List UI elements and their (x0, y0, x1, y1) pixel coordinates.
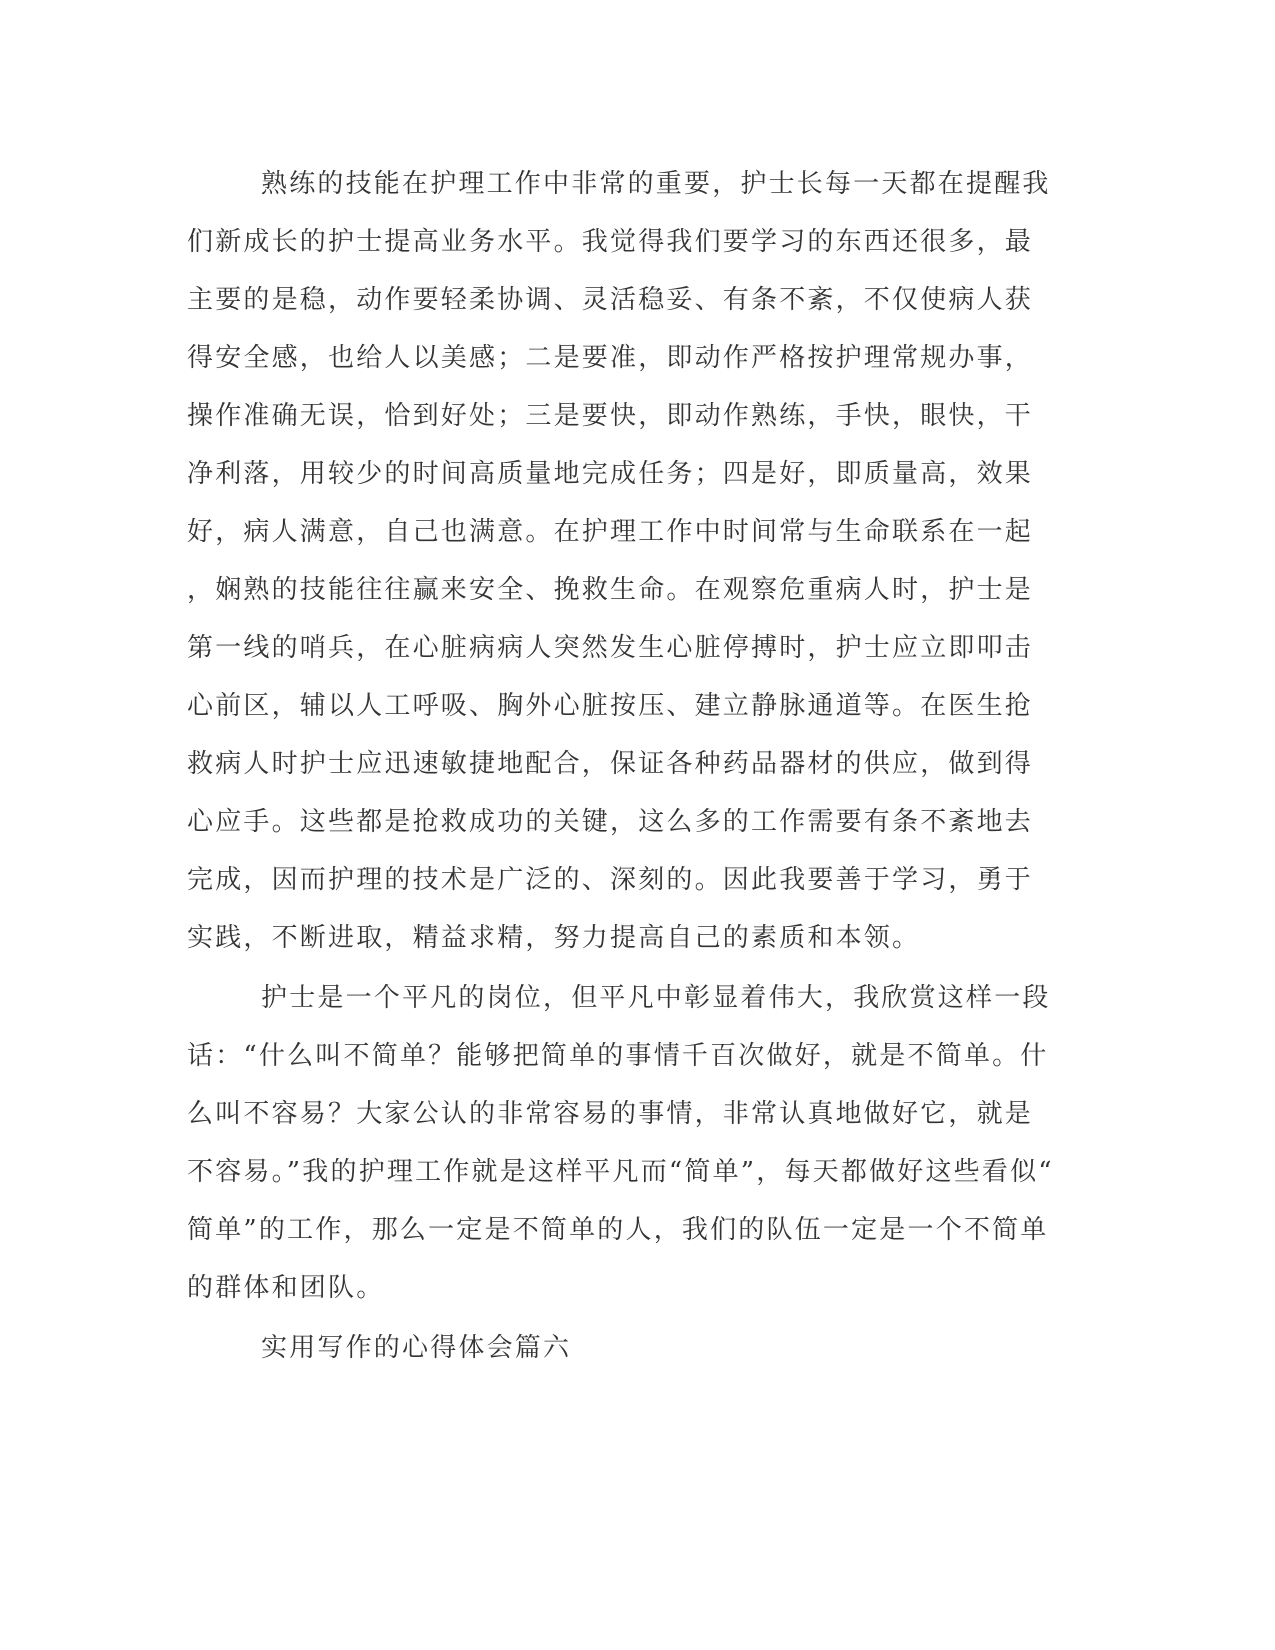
paragraph-1-line-11: 救病人时护士应迅速敏捷地配合，保证各种药品器材的供应，做到得 (187, 749, 1034, 779)
paragraph-2-line-3: 么叫不容易？大家公认的非常容易的事情，非常认真地做好它，就是 (187, 1099, 1034, 1129)
paragraph-1-line-1: 熟练的技能在护理工作中非常的重要，护士长每一天都在提醒我 (261, 169, 1051, 199)
paragraph-1-line-10: 心前区，辅以人工呼吸、胸外心脏按压、建立静脉通道等。在医生抢 (187, 691, 1034, 721)
paragraph-1-line-2: 们新成长的护士提高业务水平。我觉得我们要学习的东西还很多，最 (187, 227, 1034, 257)
paragraph-2-line-2: 话：“什么叫不简单？能够把简单的事情千百次做好，就是不简单。什 (187, 1041, 1049, 1071)
paragraph-1-line-5: 操作准确无误，恰到好处；三是要快，即动作熟练，手快，眼快，干 (187, 401, 1034, 431)
paragraph-1-line-9: 第一线的哨兵，在心脏病病人突然发生心脏停搏时，护士应立即叩击 (187, 633, 1034, 663)
paragraph-1-line-4: 得安全感，也给人以美感；二是要准，即动作严格按护理常规办事， (187, 343, 1034, 373)
paragraph-1-line-12: 心应手。这些都是抢救成功的关键，这么多的工作需要有条不紊地去 (187, 807, 1034, 837)
paragraph-1-line-7: 好，病人满意，自己也满意。在护理工作中时间常与生命联系在一起 (187, 517, 1034, 547)
paragraph-2-line-5: 简单”的工作，那么一定是不简单的人，我们的队伍一定是一个不简单 (187, 1215, 1049, 1245)
paragraph-1-line-6: 净利落，用较少的时间高质量地完成任务；四是好，即质量高，效果 (187, 459, 1034, 489)
paragraph-2-line-6: 的群体和团队。 (187, 1273, 385, 1303)
paragraph-1-line-13: 完成，因而护理的技术是广泛的、深刻的。因此我要善于学习，勇于 (187, 865, 1034, 895)
section-heading: 实用写作的心得体会篇六 (261, 1333, 572, 1363)
paragraph-1-line-8: ，娴熟的技能往往赢来安全、挽救生命。在观察危重病人时，护士是 (187, 575, 1034, 605)
paragraph-2-line-4: 不容易。”我的护理工作就是这样平凡而“简单”，每天都做好这些看似“ (187, 1157, 1054, 1187)
paragraph-2-line-1: 护士是一个平凡的岗位，但平凡中彰显着伟大，我欣赏这样一段 (261, 983, 1051, 1013)
paragraph-1-line-14: 实践，不断进取，精益求精，努力提高自己的素质和本领。 (187, 923, 921, 953)
paragraph-1-line-3: 主要的是稳，动作要轻柔协调、灵活稳妥、有条不紊，不仅使病人获 (187, 285, 1034, 315)
